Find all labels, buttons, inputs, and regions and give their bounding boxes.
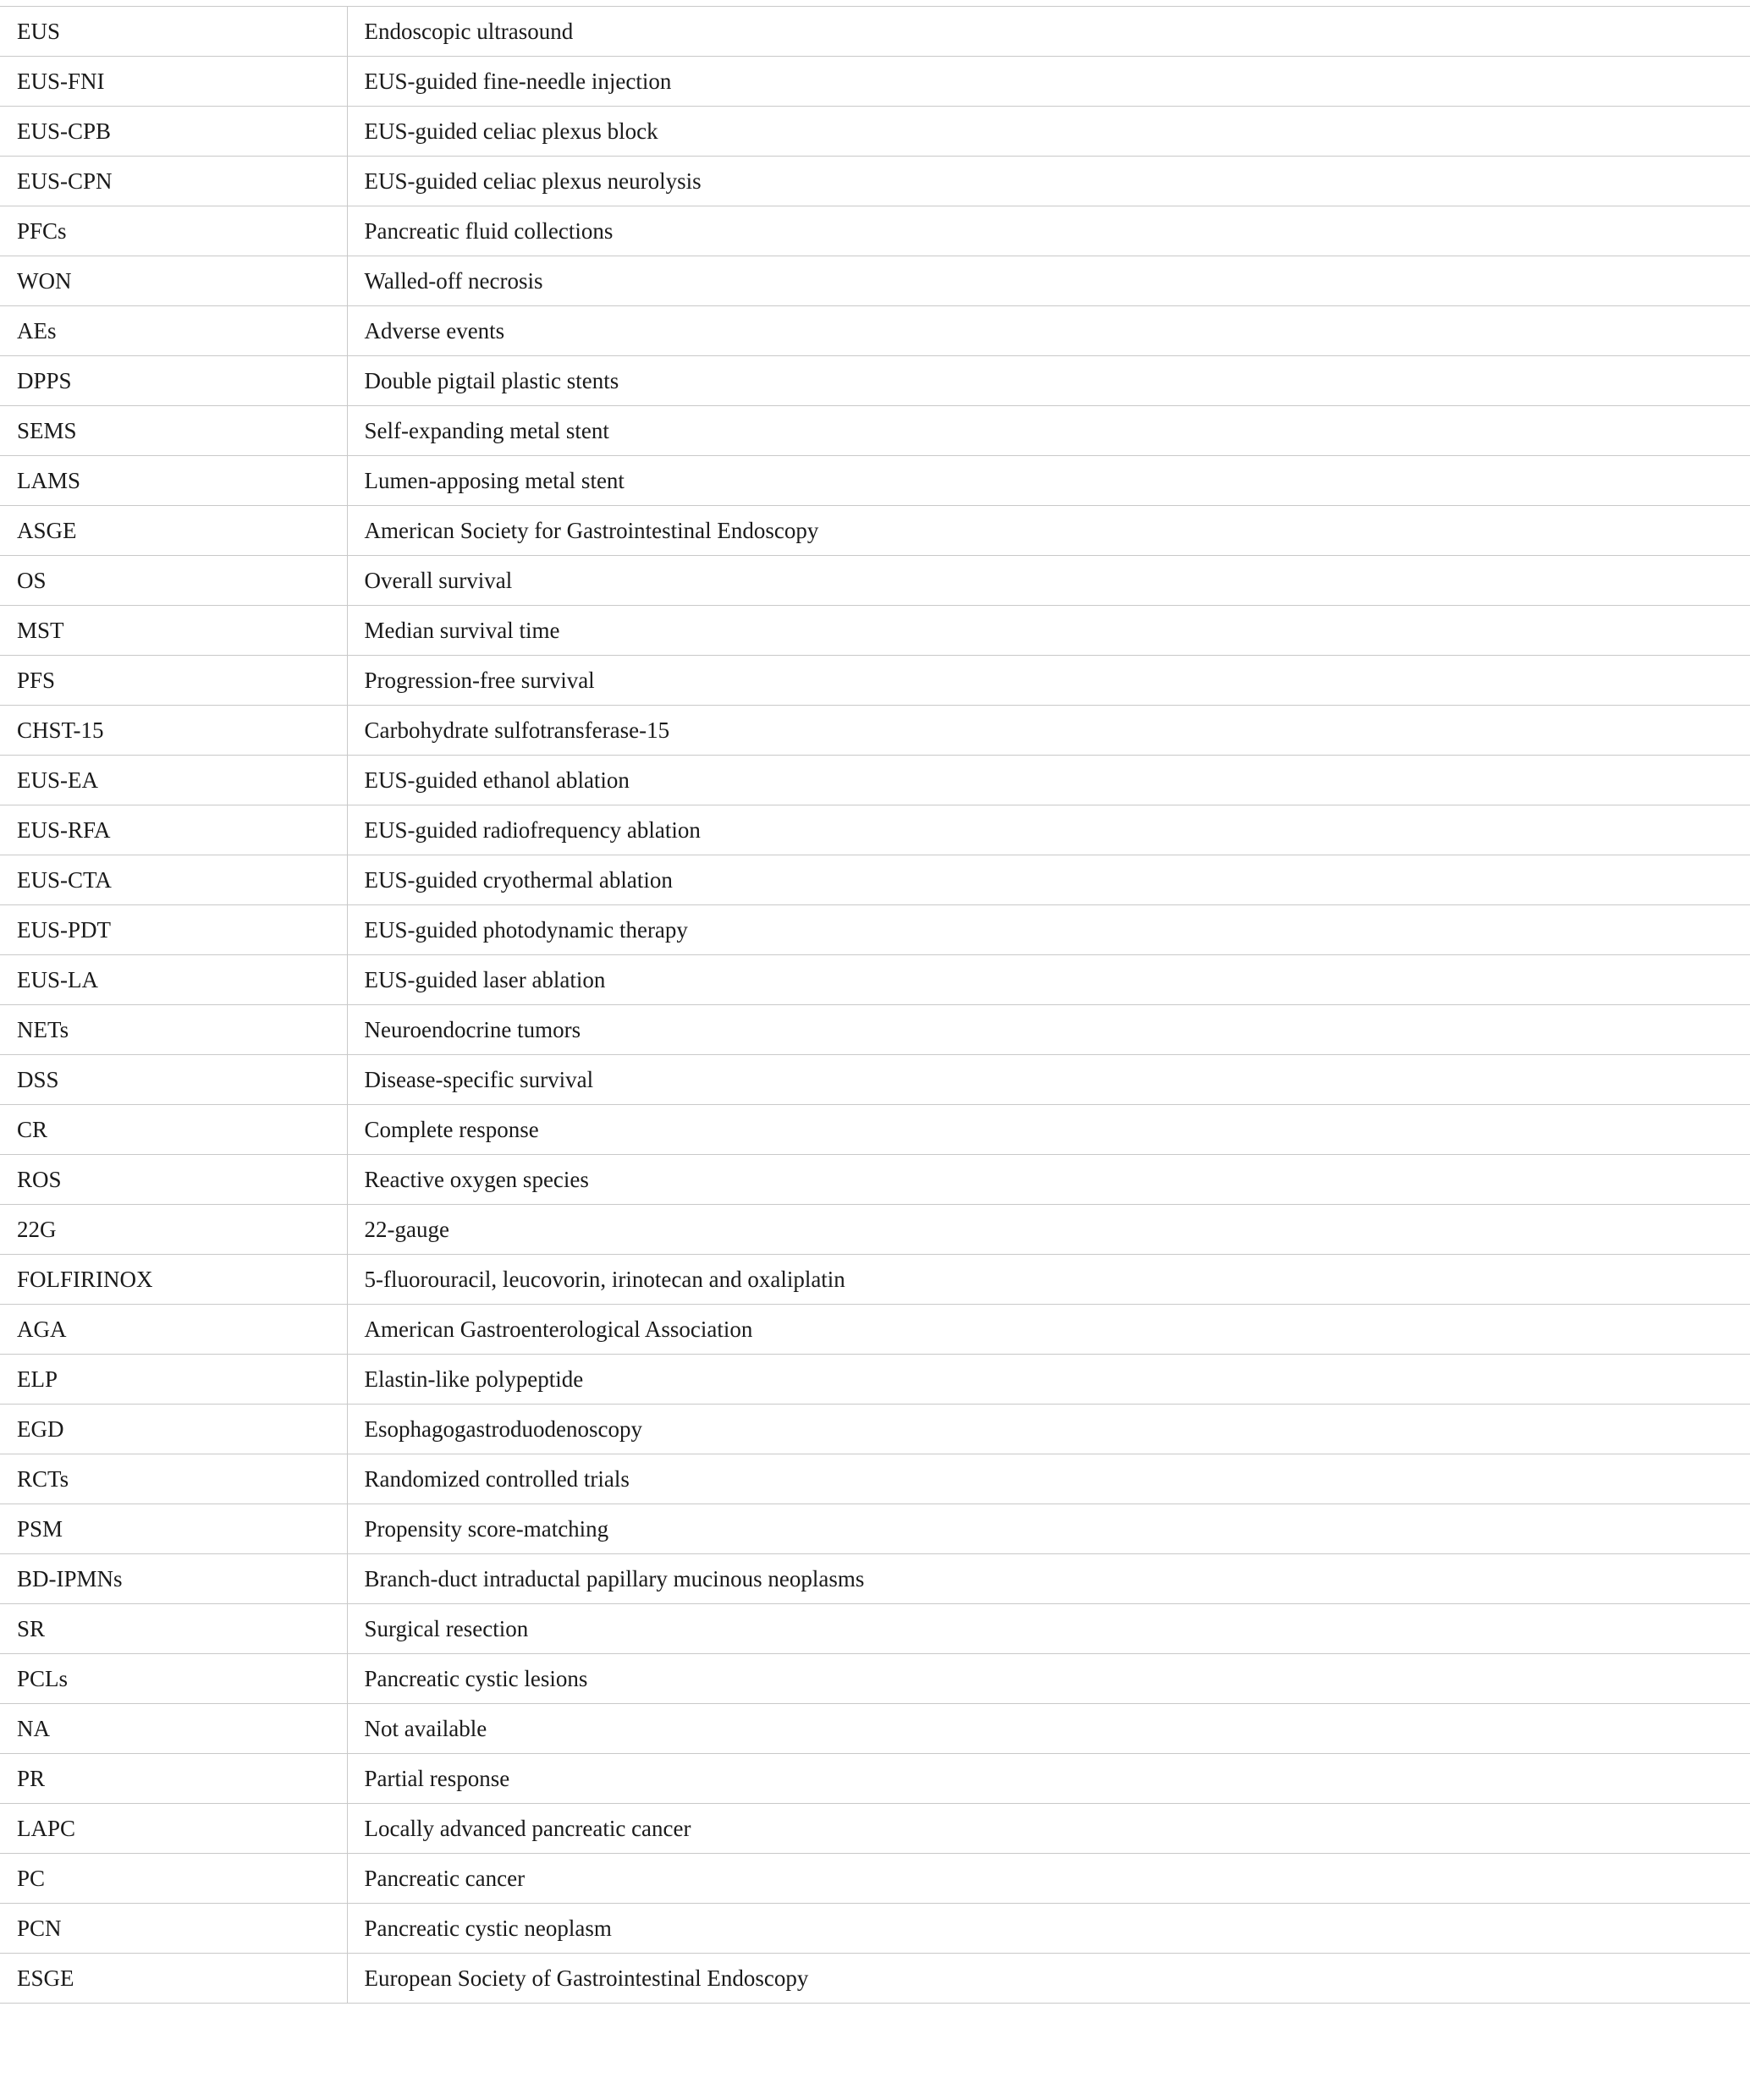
abbreviation-cell: EUS-RFA	[0, 805, 347, 855]
table-row	[0, 157, 1750, 206]
table-row	[0, 107, 1750, 157]
definition-cell: EUS-guided radiofrequency ablation	[347, 805, 1750, 855]
definition-cell: Locally advanced pancreatic cancer	[347, 1804, 1750, 1854]
abbreviation-cell: LAMS	[0, 456, 347, 506]
definition-cell: EUS-guided laser ablation	[347, 955, 1750, 1005]
definition-cell: EUS-guided photodynamic therapy	[347, 905, 1750, 955]
definition-cell: American Society for Gastrointestinal Endoscopy	[347, 506, 1750, 556]
abbreviation-cell: ESGE	[0, 1954, 347, 2004]
table-row	[0, 306, 1750, 356]
abbreviation-cell: EUS	[0, 7, 347, 57]
table-row	[0, 1904, 1750, 1954]
table-row	[0, 1554, 1750, 1604]
table-row	[0, 1205, 1750, 1255]
definition-cell: Median survival time	[347, 606, 1750, 656]
table-row	[0, 905, 1750, 955]
definition-cell: EUS-guided celiac plexus block	[347, 107, 1750, 157]
table-row	[0, 805, 1750, 855]
abbreviation-cell: DPPS	[0, 356, 347, 406]
abbreviation-cell: WON	[0, 256, 347, 306]
definition-cell: Double pigtail plastic stents	[347, 356, 1750, 406]
abbreviations-table-container	[0, 6, 1750, 2004]
table-row	[0, 1155, 1750, 1205]
abbreviation-cell: AGA	[0, 1305, 347, 1355]
table-row	[0, 1305, 1750, 1355]
table-row	[0, 1704, 1750, 1754]
abbreviation-cell: EUS-CTA	[0, 855, 347, 905]
definition-cell: Adverse events	[347, 306, 1750, 356]
table-row	[0, 1355, 1750, 1405]
table-row	[0, 556, 1750, 606]
definition-cell: Surgical resection	[347, 1604, 1750, 1654]
definition-cell: 5-fluorouracil, leucovorin, irinotecan and oxaliplatin	[347, 1255, 1750, 1305]
abbreviation-cell: EUS-FNI	[0, 57, 347, 107]
table-row	[0, 1604, 1750, 1654]
table-row	[0, 356, 1750, 406]
table-row	[0, 1055, 1750, 1105]
definition-cell: American Gastroenterological Association	[347, 1305, 1750, 1355]
abbreviation-cell: CR	[0, 1105, 347, 1155]
table-row	[0, 1255, 1750, 1305]
definition-cell: Overall survival	[347, 556, 1750, 606]
definition-cell: Not available	[347, 1704, 1750, 1754]
table-row	[0, 1504, 1750, 1554]
definition-cell: Elastin-like polypeptide	[347, 1355, 1750, 1405]
table-row	[0, 406, 1750, 456]
table-row	[0, 206, 1750, 256]
definition-cell: 22-gauge	[347, 1205, 1750, 1255]
definition-cell: EUS-guided cryothermal ablation	[347, 855, 1750, 905]
definition-cell: Endoscopic ultrasound	[347, 7, 1750, 57]
definition-cell: Lumen-apposing metal stent	[347, 456, 1750, 506]
table-row	[0, 955, 1750, 1005]
table-row	[0, 656, 1750, 706]
definition-cell: EUS-guided ethanol ablation	[347, 756, 1750, 805]
definition-cell: Pancreatic cystic neoplasm	[347, 1904, 1750, 1954]
table-row	[0, 1754, 1750, 1804]
definition-cell: Pancreatic cystic lesions	[347, 1654, 1750, 1704]
definition-cell: EUS-guided celiac plexus neurolysis	[347, 157, 1750, 206]
definition-cell: Walled-off necrosis	[347, 256, 1750, 306]
table-row	[0, 1405, 1750, 1454]
abbreviation-cell: NETs	[0, 1005, 347, 1055]
abbreviation-cell: LAPC	[0, 1804, 347, 1854]
abbreviation-cell: EGD	[0, 1405, 347, 1454]
abbreviation-cell: EUS-LA	[0, 955, 347, 1005]
abbreviation-cell: ELP	[0, 1355, 347, 1405]
abbreviation-cell: SEMS	[0, 406, 347, 456]
abbreviation-cell: DSS	[0, 1055, 347, 1105]
table-row	[0, 1804, 1750, 1854]
definition-cell: Complete response	[347, 1105, 1750, 1155]
abbreviation-cell: RCTs	[0, 1454, 347, 1504]
abbreviation-cell: PCN	[0, 1904, 347, 1954]
abbreviation-cell: PR	[0, 1754, 347, 1804]
abbreviation-cell: AEs	[0, 306, 347, 356]
abbreviation-cell: MST	[0, 606, 347, 656]
abbreviation-cell: ROS	[0, 1155, 347, 1205]
table-row	[0, 57, 1750, 107]
abbreviation-cell: FOLFIRINOX	[0, 1255, 347, 1305]
table-row	[0, 256, 1750, 306]
table-row	[0, 606, 1750, 656]
definition-cell: Self-expanding metal stent	[347, 406, 1750, 456]
table-row	[0, 1654, 1750, 1704]
abbreviation-cell: EUS-CPN	[0, 157, 347, 206]
abbreviation-cell: EUS-EA	[0, 756, 347, 805]
table-row	[0, 7, 1750, 57]
abbreviation-cell: BD-IPMNs	[0, 1554, 347, 1604]
table-row	[0, 456, 1750, 506]
abbreviation-cell: SR	[0, 1604, 347, 1654]
definition-cell: Progression-free survival	[347, 656, 1750, 706]
definition-cell: Propensity score-matching	[347, 1504, 1750, 1554]
abbreviation-cell: EUS-CPB	[0, 107, 347, 157]
definition-cell: EUS-guided fine-needle injection	[347, 57, 1750, 107]
definition-cell: Reactive oxygen species	[347, 1155, 1750, 1205]
abbreviations-table	[0, 6, 1750, 2004]
table-row	[0, 756, 1750, 805]
abbreviation-cell: 22G	[0, 1205, 347, 1255]
definition-cell: Pancreatic fluid collections	[347, 206, 1750, 256]
table-row	[0, 1854, 1750, 1904]
abbreviation-cell: OS	[0, 556, 347, 606]
abbreviation-cell: PCLs	[0, 1654, 347, 1704]
abbreviation-cell: EUS-PDT	[0, 905, 347, 955]
table-row	[0, 506, 1750, 556]
abbreviation-cell: PSM	[0, 1504, 347, 1554]
table-row	[0, 855, 1750, 905]
table-row	[0, 1005, 1750, 1055]
definition-cell: European Society of Gastrointestinal Endoscopy	[347, 1954, 1750, 2004]
table-row	[0, 1954, 1750, 2004]
table-row	[0, 1105, 1750, 1155]
definition-cell: Disease-specific survival	[347, 1055, 1750, 1105]
definition-cell: Randomized controlled trials	[347, 1454, 1750, 1504]
definition-cell: Neuroendocrine tumors	[347, 1005, 1750, 1055]
definition-cell: Esophagogastroduodenoscopy	[347, 1405, 1750, 1454]
definition-cell: Partial response	[347, 1754, 1750, 1804]
abbreviation-cell: NA	[0, 1704, 347, 1754]
table-row	[0, 1454, 1750, 1504]
definition-cell: Carbohydrate sulfotransferase-15	[347, 706, 1750, 756]
abbreviation-cell: ASGE	[0, 506, 347, 556]
definition-cell: Pancreatic cancer	[347, 1854, 1750, 1904]
abbreviation-cell: CHST-15	[0, 706, 347, 756]
abbreviations-table-body	[0, 7, 1750, 2004]
abbreviation-cell: PFS	[0, 656, 347, 706]
abbreviation-cell: PC	[0, 1854, 347, 1904]
definition-cell: Branch-duct intraductal papillary mucinous neoplasms	[347, 1554, 1750, 1604]
table-row	[0, 706, 1750, 756]
abbreviation-cell: PFCs	[0, 206, 347, 256]
